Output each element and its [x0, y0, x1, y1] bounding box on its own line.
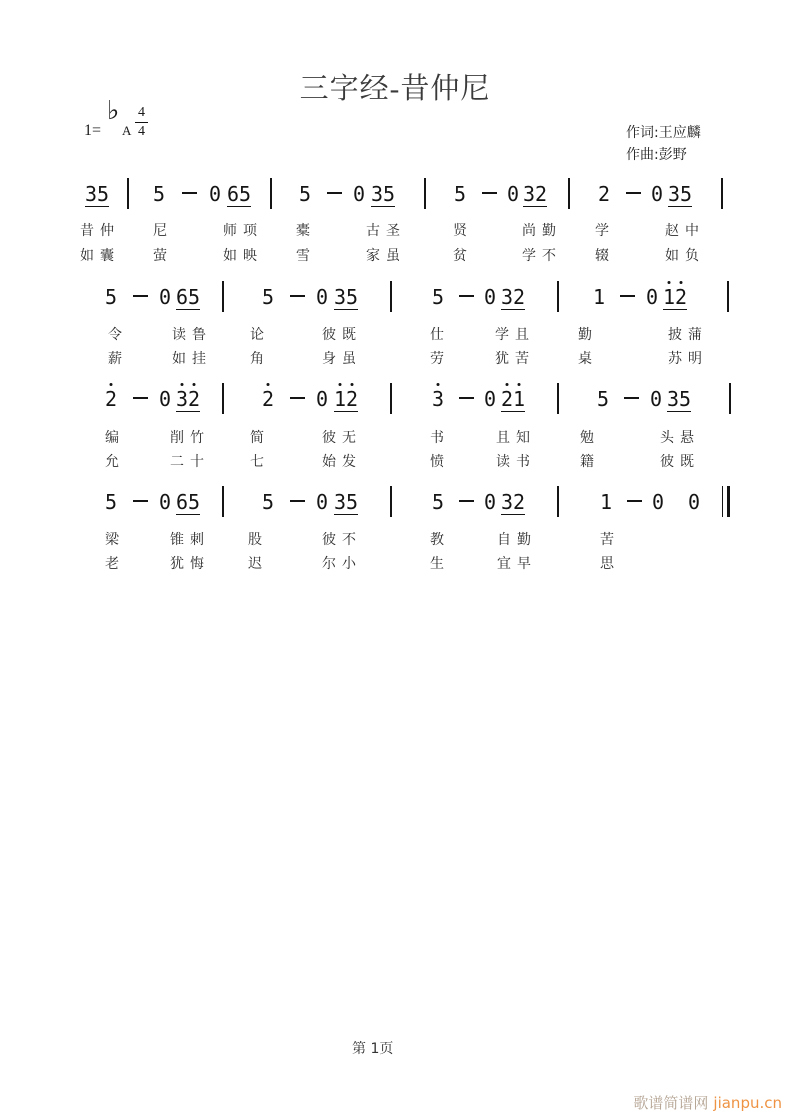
- rest-note: [484, 492, 496, 512]
- note-digit: 0: [316, 387, 329, 411]
- barline: [727, 281, 729, 312]
- note-digit: 2: [513, 490, 526, 514]
- barline: [390, 383, 392, 414]
- note-digit: 1: [513, 389, 525, 409]
- note-digit: 6: [227, 182, 240, 206]
- note-digit: 1: [593, 285, 606, 309]
- lyric-syllable: 如映: [223, 248, 263, 264]
- rest-note: [650, 389, 662, 409]
- lyric-syllable: 薪: [108, 351, 128, 367]
- lyric-syllable: 古圣: [366, 223, 406, 239]
- note: [501, 287, 525, 310]
- note: [523, 184, 547, 207]
- note: [262, 492, 274, 512]
- rest-note: [159, 389, 171, 409]
- lyric-syllable: 身虽: [322, 351, 362, 367]
- note-digit: 5: [105, 285, 118, 309]
- rest-note: [651, 184, 663, 204]
- rest-note: [159, 287, 171, 307]
- lyric-syllable: 生: [430, 556, 450, 572]
- duration-dash: [624, 397, 639, 399]
- song-title: 三字经-昔仲尼: [299, 73, 491, 105]
- note-digit: 5: [262, 490, 275, 514]
- duration-dash: [182, 192, 197, 194]
- note-digit: 1: [600, 490, 613, 514]
- time-signature-denominator: 4: [138, 123, 145, 139]
- lyric-syllable: 股: [248, 532, 268, 548]
- note: [668, 184, 692, 207]
- lyric-syllable: 桌: [578, 351, 598, 367]
- octave-dot-icon: [193, 383, 196, 386]
- barline: [721, 178, 723, 209]
- octave-dot-icon: [110, 383, 113, 386]
- lyric-syllable: 犹悔: [170, 556, 210, 572]
- note: [432, 492, 444, 512]
- barline: [222, 486, 224, 517]
- note: [85, 184, 109, 207]
- lyric-syllable: 昔仲: [80, 223, 120, 239]
- lyric-syllable: 师项: [223, 223, 263, 239]
- note-digit: 5: [153, 182, 166, 206]
- lyric-syllable: 贫: [453, 248, 473, 264]
- lyric-syllable: 橐: [296, 223, 316, 239]
- rest-note: [688, 492, 700, 512]
- note-digit: 0: [688, 490, 701, 514]
- octave-dot-icon: [437, 383, 440, 386]
- note: [432, 389, 444, 409]
- lyric-syllable: 头悬: [660, 430, 700, 446]
- note-digit: 2: [501, 389, 513, 409]
- note-digit: 2: [598, 182, 611, 206]
- octave-dot-icon: [267, 383, 270, 386]
- note-digit: 0: [507, 182, 520, 206]
- rest-note: [316, 287, 328, 307]
- lyric-syllable: 家虽: [366, 248, 406, 264]
- rest-note: [652, 492, 664, 512]
- duration-dash: [290, 295, 305, 297]
- note: [105, 287, 117, 307]
- lyric-syllable: 编: [105, 430, 125, 446]
- note-digit: 3: [667, 387, 680, 411]
- duration-dash: [133, 397, 148, 399]
- barline: [729, 383, 731, 414]
- lyric-syllable: 思: [600, 556, 620, 572]
- note-digit: 5: [346, 490, 359, 514]
- note-digit: 5: [97, 182, 110, 206]
- note-digit: 2: [262, 389, 274, 409]
- note: [176, 389, 200, 412]
- note-digit: 0: [159, 387, 172, 411]
- note-digit: 0: [159, 490, 172, 514]
- duration-dash: [482, 192, 497, 194]
- note-digit: 0: [646, 285, 659, 309]
- octave-dot-icon: [351, 383, 354, 386]
- lyric-syllable: 籍: [580, 454, 600, 470]
- note-digit: 1: [663, 287, 675, 307]
- lyric-syllable: 读鲁: [172, 327, 212, 343]
- barline: [222, 281, 224, 312]
- lyric-syllable: 简: [250, 430, 270, 446]
- note: [600, 492, 612, 512]
- lyric-syllable: 允: [105, 454, 125, 470]
- key-letter: A: [122, 123, 132, 138]
- duration-dash: [620, 295, 635, 297]
- lyric-syllable: 贤: [453, 223, 473, 239]
- note-digit: 6: [176, 490, 189, 514]
- final-barline: [722, 486, 730, 517]
- lyric-syllable: 彼既: [322, 327, 362, 343]
- lyric-syllable: 梁: [105, 532, 125, 548]
- barline: [557, 281, 559, 312]
- note-digit: 5: [454, 182, 467, 206]
- note-digit: 3: [432, 389, 444, 409]
- note-digit: 0: [484, 387, 497, 411]
- lyric-syllable: 角: [250, 351, 270, 367]
- lyric-syllable: 尔小: [322, 556, 362, 572]
- note: [663, 287, 687, 310]
- octave-dot-icon: [680, 281, 683, 284]
- lyric-syllable: 学不: [522, 248, 562, 264]
- lyric-syllable: 勤: [578, 327, 598, 343]
- lyric-syllable: 苦: [600, 532, 620, 548]
- lyric-syllable: 如挂: [172, 351, 212, 367]
- note-digit: 5: [432, 490, 445, 514]
- note-digit: 5: [188, 490, 201, 514]
- rest-note: [159, 492, 171, 512]
- note-digit: 5: [679, 387, 692, 411]
- watermark-site-url: jianpu.cn: [713, 1094, 782, 1112]
- note-digit: 2: [675, 287, 687, 307]
- lyric-syllable: 如囊: [80, 248, 120, 264]
- note: [262, 389, 274, 409]
- lyric-syllable: 犹苦: [495, 351, 535, 367]
- note-digit: 3: [523, 182, 536, 206]
- duration-dash: [290, 500, 305, 502]
- note-digit: 5: [239, 182, 252, 206]
- note: [176, 287, 200, 310]
- lyric-syllable: 萤: [153, 248, 173, 264]
- lyric-syllable: 尚勤: [522, 223, 562, 239]
- rest-note: [209, 184, 221, 204]
- rest-note: [646, 287, 658, 307]
- note-digit: 0: [484, 285, 497, 309]
- note-digit: 3: [334, 490, 347, 514]
- lyric-syllable: 披蒲: [668, 327, 708, 343]
- barline: [424, 178, 426, 209]
- duration-dash: [459, 397, 474, 399]
- rest-note: [507, 184, 519, 204]
- lyric-syllable: 勉: [580, 430, 600, 446]
- flat-icon: ♭: [107, 96, 120, 125]
- note-digit: 5: [299, 182, 312, 206]
- note-digit: 2: [105, 389, 117, 409]
- lyric-syllable: 论: [250, 327, 270, 343]
- note-digit: 2: [513, 285, 526, 309]
- note-digit: 0: [209, 182, 222, 206]
- page-number: 第 1页: [352, 1041, 394, 1057]
- barline: [390, 486, 392, 517]
- lyric-syllable: 彼既: [660, 454, 700, 470]
- note-digit: 0: [159, 285, 172, 309]
- note-digit: 3: [501, 285, 514, 309]
- note-digit: 1: [334, 389, 346, 409]
- lyric-syllable: 且知: [496, 430, 536, 446]
- lyric-syllable: 自勤: [497, 532, 537, 548]
- barline: [568, 178, 570, 209]
- lyricist-credit: 作词:王应麟: [626, 125, 701, 141]
- note-digit: 5: [680, 182, 693, 206]
- octave-dot-icon: [668, 281, 671, 284]
- barline: [222, 383, 224, 414]
- note: [371, 184, 395, 207]
- duration-dash: [327, 192, 342, 194]
- octave-dot-icon: [339, 383, 342, 386]
- watermark: [633, 1092, 782, 1113]
- note-digit: 3: [668, 182, 681, 206]
- note: [262, 287, 274, 307]
- rest-note: [316, 492, 328, 512]
- lyric-syllable: 劳: [430, 351, 450, 367]
- lyric-syllable: 辍: [595, 248, 615, 264]
- barline: [127, 178, 129, 209]
- note-digit: 2: [188, 389, 200, 409]
- note-digit: 0: [484, 490, 497, 514]
- note-digit: 3: [85, 182, 98, 206]
- note: [598, 184, 610, 204]
- note: [454, 184, 466, 204]
- note: [334, 287, 358, 310]
- note-digit: 0: [353, 182, 366, 206]
- duration-dash: [626, 192, 641, 194]
- note-digit: 5: [105, 490, 118, 514]
- lyric-syllable: 迟: [248, 556, 268, 572]
- lyric-syllable: 学且: [495, 327, 535, 343]
- note-digit: 3: [334, 285, 347, 309]
- note: [501, 389, 525, 412]
- lyric-syllable: 彼不: [322, 532, 362, 548]
- lyric-syllable: 七: [250, 454, 270, 470]
- note: [153, 184, 165, 204]
- note-digit: 3: [501, 490, 514, 514]
- lyric-syllable: 书: [430, 430, 450, 446]
- lyric-syllable: 二十: [170, 454, 210, 470]
- note-digit: 5: [383, 182, 396, 206]
- note: [105, 492, 117, 512]
- note-digit: 0: [316, 285, 329, 309]
- lyric-syllable: 削竹: [170, 430, 210, 446]
- barline: [390, 281, 392, 312]
- lyric-syllable: 学: [595, 223, 615, 239]
- note: [334, 492, 358, 515]
- note-digit: 0: [652, 490, 665, 514]
- note: [593, 287, 605, 307]
- rest-note: [484, 389, 496, 409]
- lyric-syllable: 教: [430, 532, 450, 548]
- rest-note: [353, 184, 365, 204]
- barline: [557, 486, 559, 517]
- note-digit: 3: [371, 182, 384, 206]
- composer-credit: 作曲:彭野: [626, 147, 687, 163]
- note: [432, 287, 444, 307]
- lyric-syllable: 尼: [153, 223, 173, 239]
- lyric-syllable: 令: [108, 327, 128, 343]
- lyric-syllable: 仕: [430, 327, 450, 343]
- time-signature-numerator: 4: [135, 104, 148, 123]
- note-digit: 0: [650, 387, 663, 411]
- watermark-site-name: 歌谱简谱网: [633, 1094, 709, 1112]
- lyric-syllable: 如负: [665, 248, 705, 264]
- lyric-syllable: 锥刺: [170, 532, 210, 548]
- barline: [270, 178, 272, 209]
- note-digit: 3: [176, 389, 188, 409]
- note: [667, 389, 691, 412]
- lyric-syllable: 赵中: [665, 223, 705, 239]
- lyric-syllable: 苏明: [668, 351, 708, 367]
- note: [334, 389, 358, 412]
- duration-dash: [459, 295, 474, 297]
- note: [176, 492, 200, 515]
- lyric-syllable: 老: [105, 556, 125, 572]
- octave-dot-icon: [181, 383, 184, 386]
- note-digit: 5: [346, 285, 359, 309]
- duration-dash: [133, 500, 148, 502]
- note: [227, 184, 251, 207]
- lyric-syllable: 愤: [430, 454, 450, 470]
- note-digit: 2: [346, 389, 358, 409]
- duration-dash: [133, 295, 148, 297]
- lyric-syllable: 始发: [322, 454, 362, 470]
- octave-dot-icon: [518, 383, 521, 386]
- lyric-syllable: 读书: [496, 454, 536, 470]
- note-digit: 5: [597, 387, 610, 411]
- note-digit: 6: [176, 285, 189, 309]
- octave-dot-icon: [506, 383, 509, 386]
- note-digit: 5: [262, 285, 275, 309]
- barline: [557, 383, 559, 414]
- note-digit: 5: [188, 285, 201, 309]
- note-digit: 5: [432, 285, 445, 309]
- note: [597, 389, 609, 409]
- rest-note: [484, 287, 496, 307]
- lyric-syllable: 雪: [296, 248, 316, 264]
- note-digit: 0: [316, 490, 329, 514]
- duration-dash: [627, 500, 642, 502]
- lyric-syllable: 宜早: [497, 556, 537, 572]
- tonic-label: 1=: [84, 122, 102, 139]
- note: [299, 184, 311, 204]
- note-digit: 0: [651, 182, 664, 206]
- duration-dash: [290, 397, 305, 399]
- rest-note: [316, 389, 328, 409]
- lyric-syllable: 彼无: [322, 430, 362, 446]
- duration-dash: [459, 500, 474, 502]
- note-digit: 2: [535, 182, 548, 206]
- note: [501, 492, 525, 515]
- note: [105, 389, 117, 409]
